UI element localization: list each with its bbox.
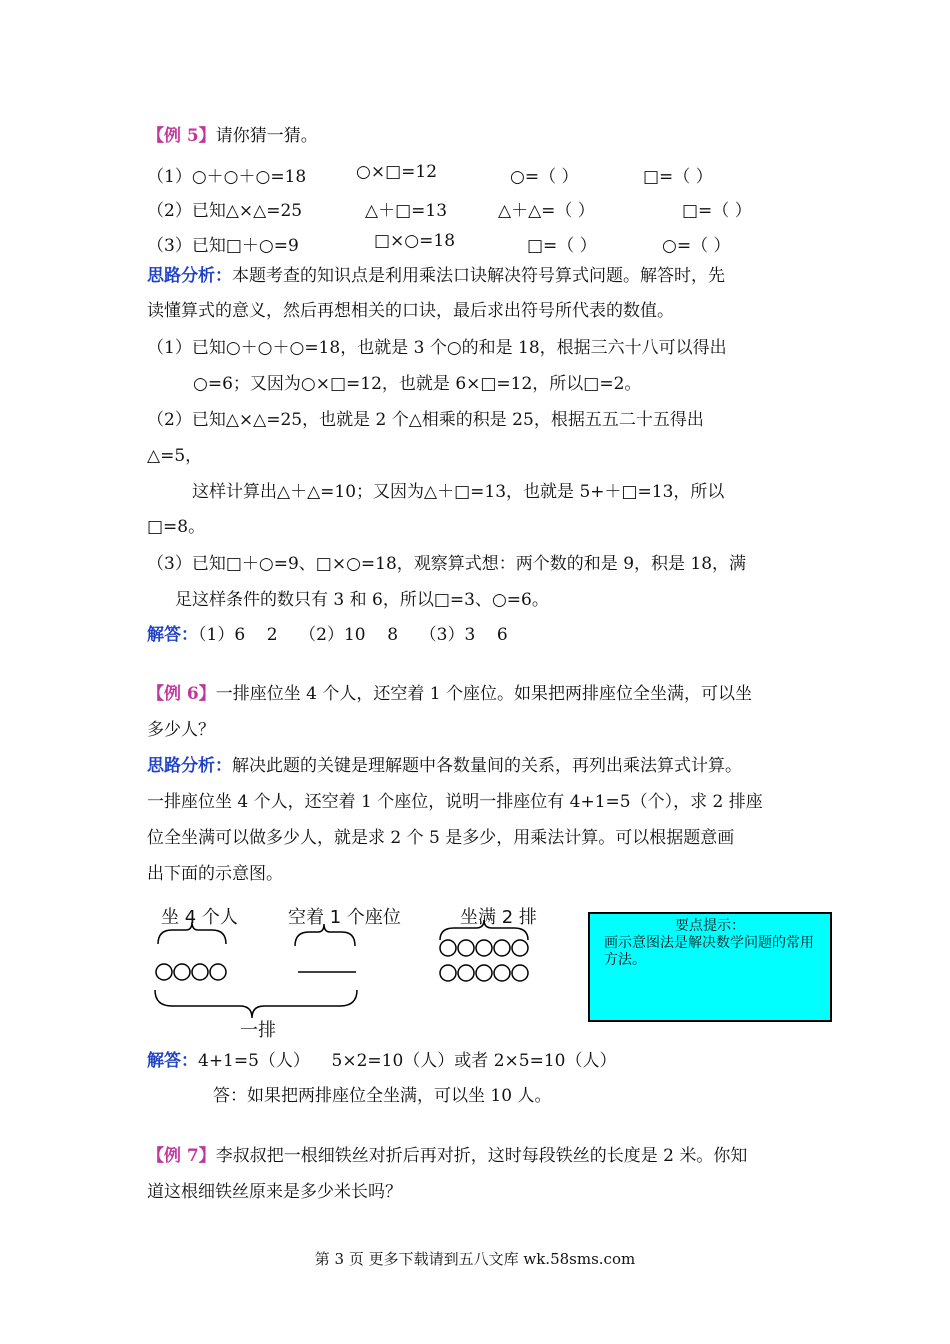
tip-box	[588, 912, 832, 1022]
tip-body: 画示意图法是解决数学问题的常用方法。	[604, 935, 814, 968]
ex5-solution2c: 这样计算出△＋△=10；又因为△＋□=13，也就是 5+＋□=13，所以	[192, 482, 725, 502]
seat-circle	[476, 965, 492, 981]
ex6-answer-line1	[147, 1051, 616, 1071]
diagram-label-row: 一排	[240, 1020, 276, 1041]
ex5-solution2a: （2）已知△×△=25，也就是 2 个△相乘的积是 25，根据五五二十五得出	[147, 410, 704, 430]
ex5-answer-label: 解答：	[147, 625, 198, 645]
diagram-label-sit4: 坐 4 个人	[161, 907, 238, 928]
ex6-question-text1: 一排座位坐 4 个人，还空着 1 个座位。如果把两排座位全坐满，可以坐	[215, 684, 752, 704]
seat-circle	[174, 964, 190, 980]
seat-circle	[512, 965, 528, 981]
ex5-row1-col4: □=（ ）	[643, 167, 713, 187]
ex5-title: 请你猜一猜。	[215, 126, 318, 146]
brace-sit4	[158, 922, 226, 944]
ex6-analysis-line2: 一排座位坐 4 个人，还空着 1 个座位，说明一排座位有 4+1=5（个），求 2 排座	[147, 792, 763, 812]
ex6-analysis-text1: 解决此题的关键是理解题中各数量间的关系，再列出乘法算式计算。	[232, 756, 742, 776]
ex7-question-text1: 李叔叔把一根细铁丝对折后再对折，这时每段铁丝的长度是 2 米。你知	[215, 1146, 748, 1166]
seat-circle	[494, 940, 510, 956]
seat-circle	[458, 940, 474, 956]
ex5-analysis-line2: 读懂算式的意义，然后再想相关的口诀，最后求出符号所代表的数值。	[147, 301, 674, 321]
diagram-label-full2: 坐满 2 排	[460, 907, 537, 928]
ex5-solution3b: 足这样条件的数只有 3 和 6，所以□=3、○=6。	[175, 590, 549, 610]
ex6-question-line2: 多少人？	[147, 720, 215, 740]
ex5-analysis-text1: 本题考查的知识点是利用乘法口诀解决符号算式问题。解答时，先	[232, 266, 725, 286]
ex5-row1-col2: ○×□=12	[356, 162, 438, 182]
ex5-answer-text: （1）6 2 （2）10 8 （3）3 6	[198, 625, 508, 645]
ex7-question-line2: 道这根细铁丝原来是多少米长吗？	[147, 1182, 402, 1202]
ex5-row1-col3: ○=（ ）	[510, 167, 579, 187]
ex5-row2-col4: □=（ ）	[682, 201, 752, 221]
ex5-solution1b: ○=6；又因为○×□=12，也就是 6×□=12，所以□=2。	[193, 374, 642, 394]
ex5-row2-col1: （2）已知△×△=25	[147, 201, 303, 221]
ex5-row2-col3: △＋△=（ ）	[498, 201, 595, 221]
ex6-tag: 【例 6】	[147, 684, 216, 704]
seat-circle	[476, 940, 492, 956]
ex5-solution3a: （3）已知□＋○=9、□×○=18，观察算式想：两个数的和是 9，积是 18，满	[147, 554, 747, 574]
diagram-label-empty1: 空着 1 个座位	[288, 907, 401, 928]
ex5-tag: 【例 5】	[147, 126, 216, 146]
ex5-row3-col4: ○=（ ）	[662, 236, 731, 256]
ex5-solution2b: △=5，	[147, 446, 203, 466]
ex6-analysis-label: 思路分析：	[147, 756, 232, 776]
seat-circle	[210, 964, 226, 980]
ex5-analysis-label: 思路分析：	[147, 266, 232, 286]
seat-circle	[512, 940, 528, 956]
seat-circle	[458, 965, 474, 981]
ex6-analysis-line4: 出下面的示意图。	[147, 864, 283, 884]
ex5-row3-col1: （3）已知□＋○=9	[147, 236, 299, 256]
ex5-row3-col2: □×○=18	[374, 231, 456, 251]
ex6-answer-label: 解答：	[147, 1051, 198, 1071]
brace-full2	[440, 920, 528, 940]
seat-circle	[494, 965, 510, 981]
page-footer: 第 3 页 更多下载请到五八文库 wk.58sms.com	[314, 1250, 636, 1268]
ex5-row3-col3: □=（ ）	[527, 236, 597, 256]
ex5-solution2d: □=8。	[147, 517, 206, 537]
ex6-analysis-line3: 位全坐满可以做多少人，就是求 2 个 5 是多少，用乘法计算。可以根据题意画	[147, 828, 735, 848]
seat-circle	[156, 964, 172, 980]
ex5-row2-col2: △＋□=13	[365, 201, 448, 221]
ex6-answer-line2: 答：如果把两排座位全坐满，可以坐 10 人。	[213, 1086, 552, 1106]
ex7-question-line1	[147, 1146, 747, 1166]
tip-title: 要点提示：	[675, 918, 745, 934]
seat-circle	[192, 964, 208, 980]
ex6-answer-text1: 4+1=5（人） 5×2=10（人）或者 2×5=10（人）	[198, 1051, 617, 1071]
seat-circle	[440, 965, 456, 981]
ex5-solution1a: （1）已知○＋○＋○=18，也就是 3 个○的和是 18，根据三六十八可以得出	[147, 338, 727, 358]
brace-empty1	[295, 924, 355, 946]
seat-circle	[440, 940, 456, 956]
ex5-row1-col1: （1）○＋○＋○=18	[147, 167, 307, 187]
ex7-tag: 【例 7】	[147, 1146, 216, 1166]
brace-row	[155, 990, 357, 1018]
